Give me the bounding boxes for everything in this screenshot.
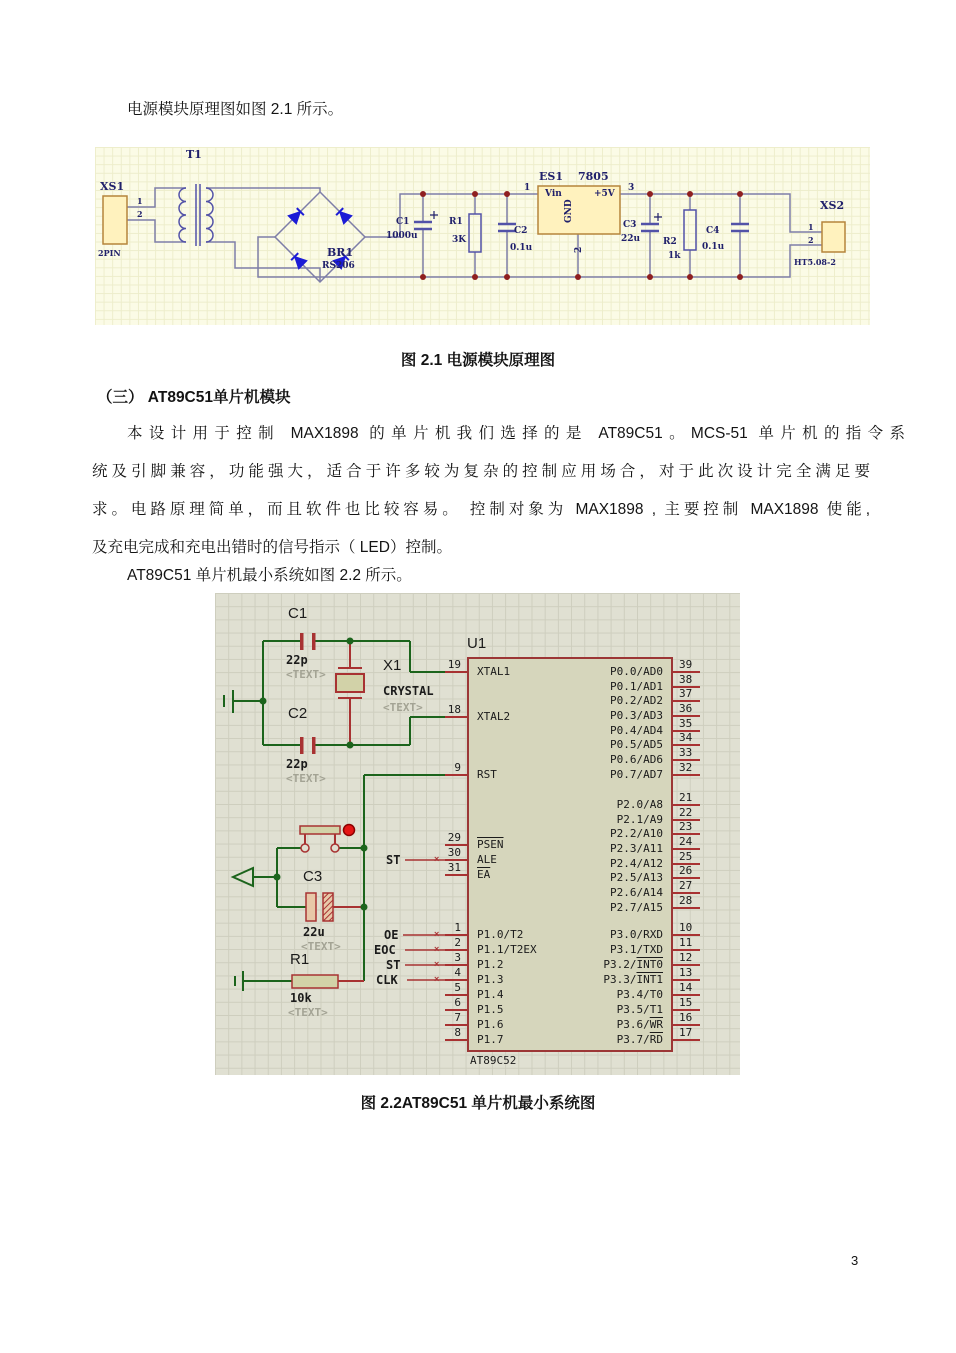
c1-placeholder: <TEXT> [286,668,326,681]
es1-gnd-label: GND [564,199,574,223]
chip-pin-label: PSEN [477,838,504,851]
chip-pin-number: 28 [679,894,693,907]
chip-pin-label: P2.6/A14 [610,886,663,899]
chip-pin-label: P0.4/AD4 [610,724,663,737]
x1-placeholder: <TEXT> [383,701,423,714]
unconnected-pin-cross-icon: × [434,974,440,984]
c2-ref: C2 [288,705,308,722]
chip-pin-label: P2.4/A12 [610,857,663,870]
chip-pin-label: P2.2/A10 [610,827,663,840]
chip-pin-number: 33 [679,746,693,759]
chip-pin-number: 14 [679,981,693,994]
chip-pin-number: 22 [679,806,693,819]
c2-placeholder: <TEXT> [286,772,326,785]
chip-pin-label: $P3.7/\overline{RD}$ [616,1033,663,1046]
chip-pin-number: 24 [679,835,693,848]
r2-value: 1k [668,251,681,261]
chip-pin-label: P0.7/AD7 [610,768,663,781]
chip-pin-number: 1 [454,921,461,934]
xs1-pin1: 1 [137,196,143,206]
body-line: 及充电完成和充电出错时的信号指示（ LED）控制。 [92,539,452,556]
chip-pin-label: P1.0/T2 [477,928,524,941]
chip-pin-number: 6 [454,996,461,1009]
chip-pin-label: P3.4/T0 [616,988,663,1001]
c1-value: 1000u [386,231,418,241]
figure2-caption: 图 2.2AT89C51 单片机最小系统图 [360,1095,596,1112]
chip-pin-label: P3.2/INT0 [603,958,663,971]
diode-icons [289,208,354,268]
page-number: 3 [851,1253,859,1268]
chip-pin-number: 31 [447,861,461,874]
xs1-connector-box [103,196,127,244]
body-line: 统及引脚兼容，功能强大，适合于许多较为复杂的控制应用场合，对于此次设计完全满足要 [92,463,870,480]
transformer-symbol [179,184,213,246]
c1-ref: C1 [288,605,308,622]
chip-pin-number: 29 [447,831,461,844]
es1-vout-label: +5V [594,189,615,199]
c4-value: 0.1u [702,242,725,252]
es1-part: 7805 [578,170,609,183]
chip-pin-label: P3.0/RXD [610,928,663,941]
chip-pin-stub [445,671,467,673]
br1-part: RS206 [322,261,355,271]
chip-pin-number: 9 [454,761,461,774]
section-heading: （三） AT89C51单片机模块 [97,389,291,406]
chip-pin-number: 19 [447,658,461,671]
chip-pin-label: XTAL1 [477,665,511,678]
net-label-st-ale: ST [386,853,401,867]
chip-pin-number: 32 [679,761,693,774]
chip-pin-number: 34 [679,731,693,744]
xs1-ref: XS1 [100,180,125,193]
chip-pin-number: 18 [447,703,461,716]
chip-pin-number: 15 [679,996,693,1009]
c4-ref: C4 [706,226,720,236]
chip-pin-label: P2.3/A11 [610,842,663,855]
chip-ref: U1 [467,635,487,652]
xs2-pin2: 2 [808,235,814,245]
chip-pin-number: 5 [454,981,461,994]
chip-pin-stub [445,716,467,718]
chip-pin-number: 13 [679,966,693,979]
figure1-caption: 图 2.1 电源模块原理图 [400,352,556,369]
chip-pin-number: 35 [679,717,693,730]
chip-pin-stub [673,907,700,909]
chip-pin-number: 27 [679,879,693,892]
es1-pin-in: 1 [524,183,531,193]
chip-pin-number: 37 [679,687,693,700]
r2-ref: R2 [663,237,677,247]
unconnected-pin-cross-icon: × [434,959,440,969]
r1-ref: R1 [290,951,310,968]
chip-pin-stub [445,1039,467,1041]
chip-pin-stub [445,874,467,876]
c2-value: 0.1u [510,243,533,253]
body-line: 本设计用于控制 MAX1898 的单片机我们选择的是 AT89C51。MCS-51 单片机的指令系 [127,425,905,442]
body-line: 求。电路原理简单，而且软件也比较容易。 控制对象为 MAX1898 , 主要控制 MAX1898 使能, [92,501,870,518]
es1-vin-label: Vin [545,189,562,199]
chip-pin-number: 4 [454,966,461,979]
chip-pin-number: 36 [679,702,693,715]
c3-value: 22u [621,234,641,244]
x1-part: CRYSTAL [383,684,434,698]
chip-pin-label: P1.2 [477,958,504,971]
chip-pin-label: RST [477,768,497,781]
xs2-pin1: 1 [808,222,814,232]
chip-pin-number: 11 [679,936,693,949]
chip-pin-number: 30 [447,846,461,859]
x1-ref: X1 [383,657,402,674]
chip-pin-label: P1.3 [477,973,504,986]
r1-placeholder: <TEXT> [288,1006,328,1019]
br1-ref: BR1 [327,246,354,259]
net-label-st: ST [386,958,401,972]
chip-pin-number: 7 [454,1011,461,1024]
c2-ref: C2 [514,226,528,236]
chip-pin-label: P1.5 [477,1003,504,1016]
r1-ref: R1 [449,217,463,227]
c3-value: 22u [303,925,325,939]
chip-pin-label: $P3.6/\overline{WR}$ [616,1018,663,1031]
c1-ref: C1 [396,217,410,227]
c3-ref: C3 [303,868,323,885]
chip-pin-label: P3.1/TXD [610,943,663,956]
chip-pin-number: 12 [679,951,693,964]
chip-pin-label: P3.3/INT1 [603,973,663,986]
mcu-minimal-system-schematic [215,593,740,1075]
r1-value: 3K [452,235,467,245]
es1-pin-out: 3 [628,183,635,193]
chip-pin-label: P2.1/A9 [616,813,663,826]
chip-pin-label: P0.3/AD3 [610,709,663,722]
xs1-pin2: 2 [137,209,143,219]
intro-paragraph: 电源模块原理图如图 2.1 所示。 [127,101,344,118]
chip-pin-label: P1.4 [477,988,504,1001]
c2-value: 22p [286,757,308,771]
t1-ref: T1 [186,148,202,161]
unconnected-pin-cross-icon: × [434,854,440,864]
chip-pin-number: 38 [679,673,693,686]
power-supply-schematic [95,147,870,325]
chip-pin-number: 3 [454,951,461,964]
xs1-type: 2PIN [98,248,121,258]
c3-ref: C3 [623,220,637,230]
chip-pin-number: 21 [679,791,693,804]
r1-value: 10k [290,991,312,1005]
chip-pin-label: P1.7 [477,1033,504,1046]
chip-pin-number: 39 [679,658,693,671]
chip-pin-number: 8 [454,1026,461,1039]
c3-placeholder: <TEXT> [301,940,341,953]
chip-pin-label: ALE [477,853,497,866]
chip-pin-label: P3.5/T1 [616,1003,663,1016]
chip-pin-label: P0.2/AD2 [610,694,663,707]
chip-pin-label: P0.5/AD5 [610,738,663,751]
chip-pin-stub [673,774,700,776]
chip-pin-label: P0.6/AD6 [610,753,663,766]
net-label-clk: CLK [376,973,398,987]
chip-part-number: AT89C52 [470,1054,517,1067]
chip-pin-label: P0.0/AD0 [610,665,663,678]
chip-pin-number: 2 [454,936,461,949]
chip-pin-label: P2.5/A13 [610,871,663,884]
chip-pin-number: 10 [679,921,693,934]
figure2-intro: AT89C51 单片机最小系统如图 2.2 所示。 [127,567,412,584]
xs2-ref: XS2 [820,199,845,212]
unconnected-pin-cross-icon: × [434,929,440,939]
chip-pin-label: P2.7/A15 [610,901,663,914]
chip-pin-label: P1.1/T2EX [477,943,537,956]
xs2-connector-box [822,222,845,252]
chip-pin-number: 16 [679,1011,693,1024]
chip-pin-stub [445,774,467,776]
chip-pin-stub [673,1039,700,1041]
chip-pin-label: P1.6 [477,1018,504,1031]
c1-value: 22p [286,653,308,667]
chip-pin-number: 26 [679,864,693,877]
chip-pin-number: 17 [679,1026,693,1039]
net-label-eoc: EOC [374,943,396,957]
chip-pin-label: P0.1/AD1 [610,680,663,693]
chip-pin-label: $\overline{EA}$ [477,868,491,881]
net-label-oe: OE [384,928,399,942]
chip-pin-number: 25 [679,850,693,863]
unconnected-pin-cross-icon: × [434,944,440,954]
chip-pin-label: P2.0/A8 [616,798,663,811]
chip-pin-label: XTAL2 [477,710,511,723]
es1-ref: ES1 [539,170,563,183]
xs2-type: HT5.08-2 [794,257,836,267]
chip-pin-number: 23 [679,820,693,833]
es1-pin-gnd: 2 [574,246,584,253]
power-schematic-drawing [95,147,870,325]
